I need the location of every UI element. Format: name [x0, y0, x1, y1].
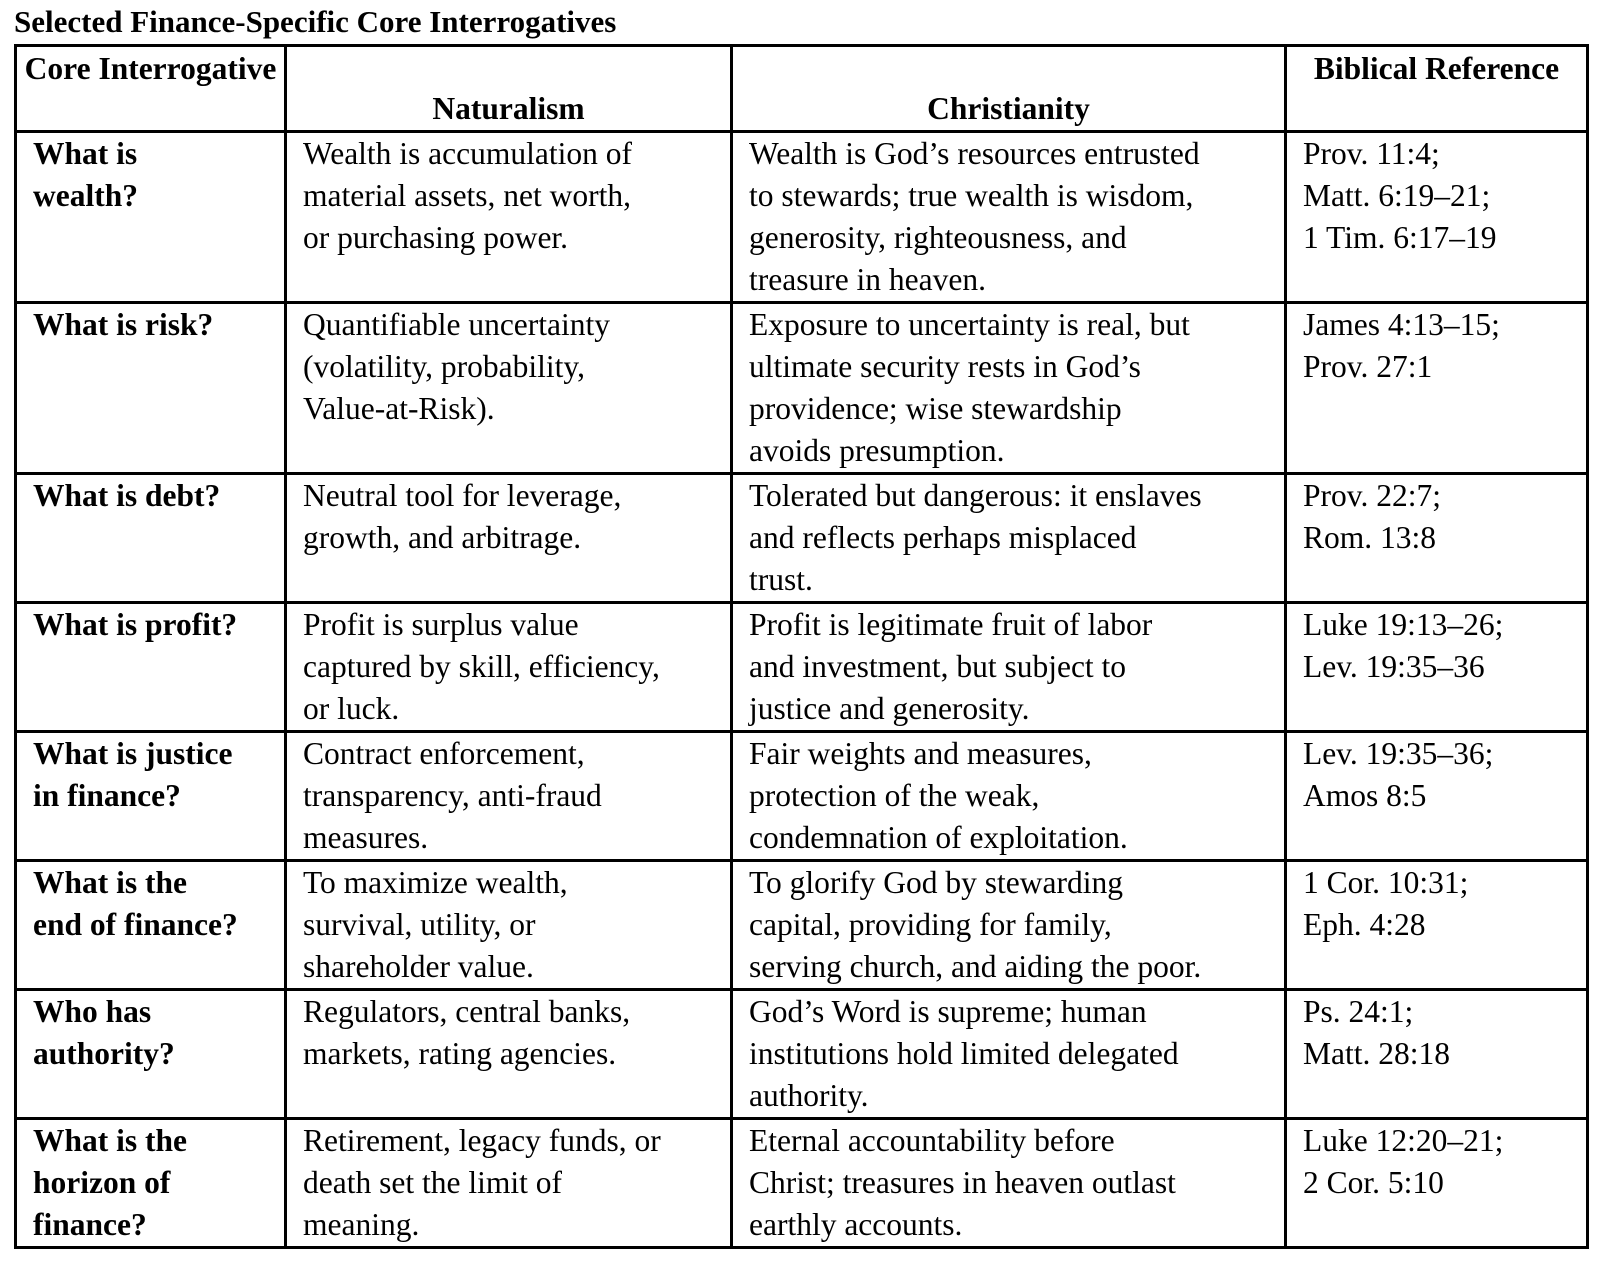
- reference-cell: Ps. 24:1; Matt. 28:18: [1286, 990, 1588, 1119]
- question-cell: What is debt?: [16, 474, 286, 603]
- header-core-interrogative: Core Interrogative: [16, 46, 286, 132]
- question-cell: What is justice in finance?: [16, 732, 286, 861]
- naturalism-cell: To maximize wealth, survival, utility, or shareholder value.: [286, 861, 732, 990]
- christianity-cell: Tolerated but dangerous: it enslaves and reflects perhaps misplaced trust.: [732, 474, 1286, 603]
- table-row: [16, 474, 1588, 603]
- naturalism-cell: Neutral tool for leverage, growth, and arbitrage.: [286, 474, 732, 603]
- question-cell: Who has authority?: [16, 990, 286, 1119]
- naturalism-cell: Contract enforcement, transparency, anti-fraud measures.: [286, 732, 732, 861]
- table-row: [16, 132, 1588, 303]
- table-row: [16, 603, 1588, 732]
- table-title: Selected Finance-Specific Core Interrogatives: [14, 4, 617, 39]
- naturalism-cell: Wealth is accumulation of material assets, net worth, or purchasing power.: [286, 132, 732, 303]
- christianity-cell: To glorify God by stewarding capital, providing for family, serving church, and aiding the poor.: [732, 861, 1286, 990]
- christianity-cell: Wealth is God’s resources entrusted to stewards; true wealth is wisdom, generosity, righteousness, and treasure in heaven.: [732, 132, 1286, 303]
- table-row: [16, 861, 1588, 990]
- question-cell: What is wealth?: [16, 132, 286, 303]
- naturalism-cell: Regulators, central banks, markets, rating agencies.: [286, 990, 732, 1119]
- table-row: [16, 1119, 1588, 1248]
- naturalism-cell: Retirement, legacy funds, or death set the limit of meaning.: [286, 1119, 732, 1248]
- christianity-cell: God’s Word is supreme; human institutions hold limited delegated authority.: [732, 990, 1286, 1119]
- reference-cell: Lev. 19:35–36; Amos 8:5: [1286, 732, 1588, 861]
- reference-cell: 1 Cor. 10:31; Eph. 4:28: [1286, 861, 1588, 990]
- question-cell: What is risk?: [16, 303, 286, 474]
- header-christianity: Christianity: [732, 46, 1286, 132]
- question-cell: What is the horizon of finance?: [16, 1119, 286, 1248]
- christianity-cell: Eternal accountability before Christ; treasures in heaven outlast earthly accounts.: [732, 1119, 1286, 1248]
- question-cell: What is the end of finance?: [16, 861, 286, 990]
- naturalism-cell: Quantifiable uncertainty (volatility, probability, Value-at-Risk).: [286, 303, 732, 474]
- header-biblical-reference: Biblical Reference: [1286, 46, 1588, 132]
- reference-cell: Luke 12:20–21; 2 Cor. 5:10: [1286, 1119, 1588, 1248]
- question-cell: What is profit?: [16, 603, 286, 732]
- reference-cell: James 4:13–15; Prov. 27:1: [1286, 303, 1588, 474]
- naturalism-cell: Profit is surplus value captured by skill, efficiency, or luck.: [286, 603, 732, 732]
- christianity-cell: Exposure to uncertainty is real, but ultimate security rests in God’s providence; wise stewardship avoids presumption.: [732, 303, 1286, 474]
- header-naturalism: Naturalism: [286, 46, 732, 132]
- reference-cell: Prov. 11:4; Matt. 6:19–21; 1 Tim. 6:17–19: [1286, 132, 1588, 303]
- table-row: [16, 732, 1588, 861]
- christianity-cell: Fair weights and measures, protection of the weak, condemnation of exploitation.: [732, 732, 1286, 861]
- interrogatives-table: [14, 44, 1589, 1249]
- reference-cell: Prov. 22:7; Rom. 13:8: [1286, 474, 1588, 603]
- table-row: [16, 990, 1588, 1119]
- table-row: [16, 303, 1588, 474]
- christianity-cell: Profit is legitimate fruit of labor and investment, but subject to justice and generosity.: [732, 603, 1286, 732]
- header-row: [16, 46, 1588, 132]
- reference-cell: Luke 19:13–26; Lev. 19:35–36: [1286, 603, 1588, 732]
